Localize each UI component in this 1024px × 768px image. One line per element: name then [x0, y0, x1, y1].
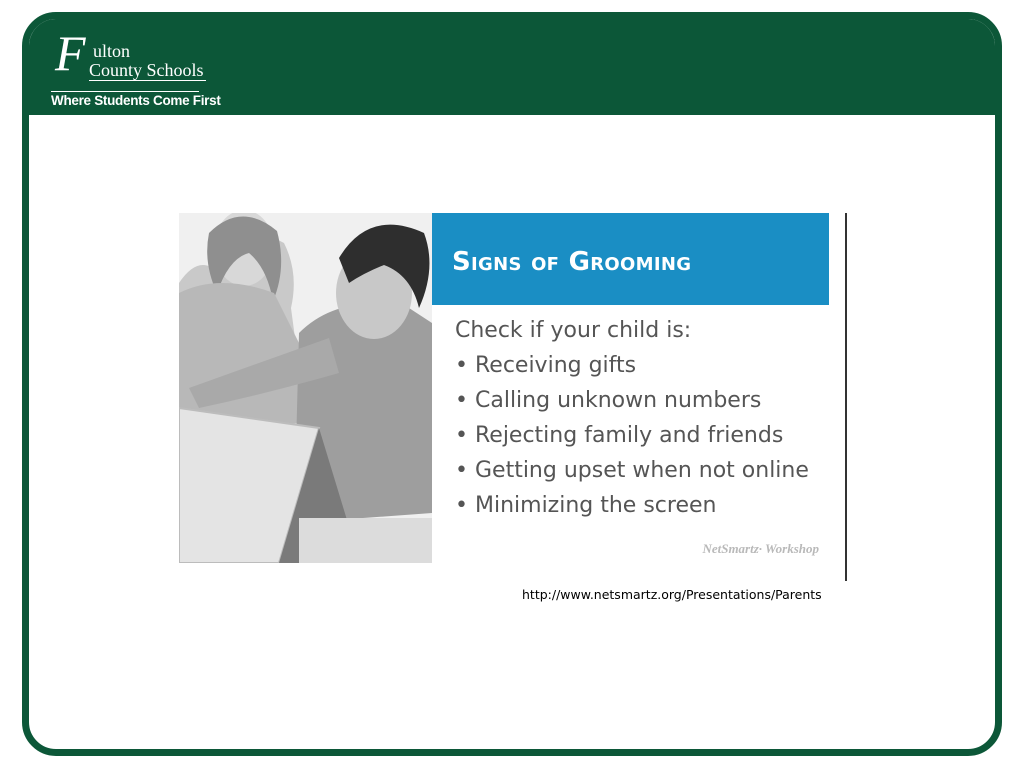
fulton-county-schools-logo — [51, 25, 221, 113]
vertical-divider — [845, 213, 847, 581]
photo-illustration — [179, 213, 432, 563]
slide-title-banner — [432, 213, 829, 305]
list-item: • Rejecting family and friends — [455, 418, 825, 453]
list-item: • Getting upset when not online — [455, 453, 825, 488]
logo-name-rest: ulton — [93, 41, 131, 61]
header-bar — [29, 19, 995, 115]
slide-title: Signs of Grooming — [452, 247, 692, 277]
source-link[interactable]: http://www.netsmartz.org/Presentations/Parents — [522, 587, 822, 602]
list-item: • Minimizing the screen — [455, 488, 825, 523]
logo-tagline: Where Students Come First — [51, 93, 221, 108]
list-item: • Calling unknown numbers — [455, 383, 825, 418]
parent-and-teen-photo — [179, 213, 432, 563]
embedded-slide-image — [179, 213, 829, 563]
logo-divider — [51, 91, 199, 92]
list-item: • Receiving gifts — [455, 348, 825, 383]
netsmartz-watermark: NetSmartz· Workshop — [702, 541, 819, 556]
slide-body — [455, 313, 825, 523]
logo-initial: F — [55, 25, 86, 81]
slide-lead-text: Check if your child is: — [455, 318, 692, 343]
logo-name-line2: County Schools — [89, 60, 204, 80]
signs-list — [455, 348, 825, 523]
